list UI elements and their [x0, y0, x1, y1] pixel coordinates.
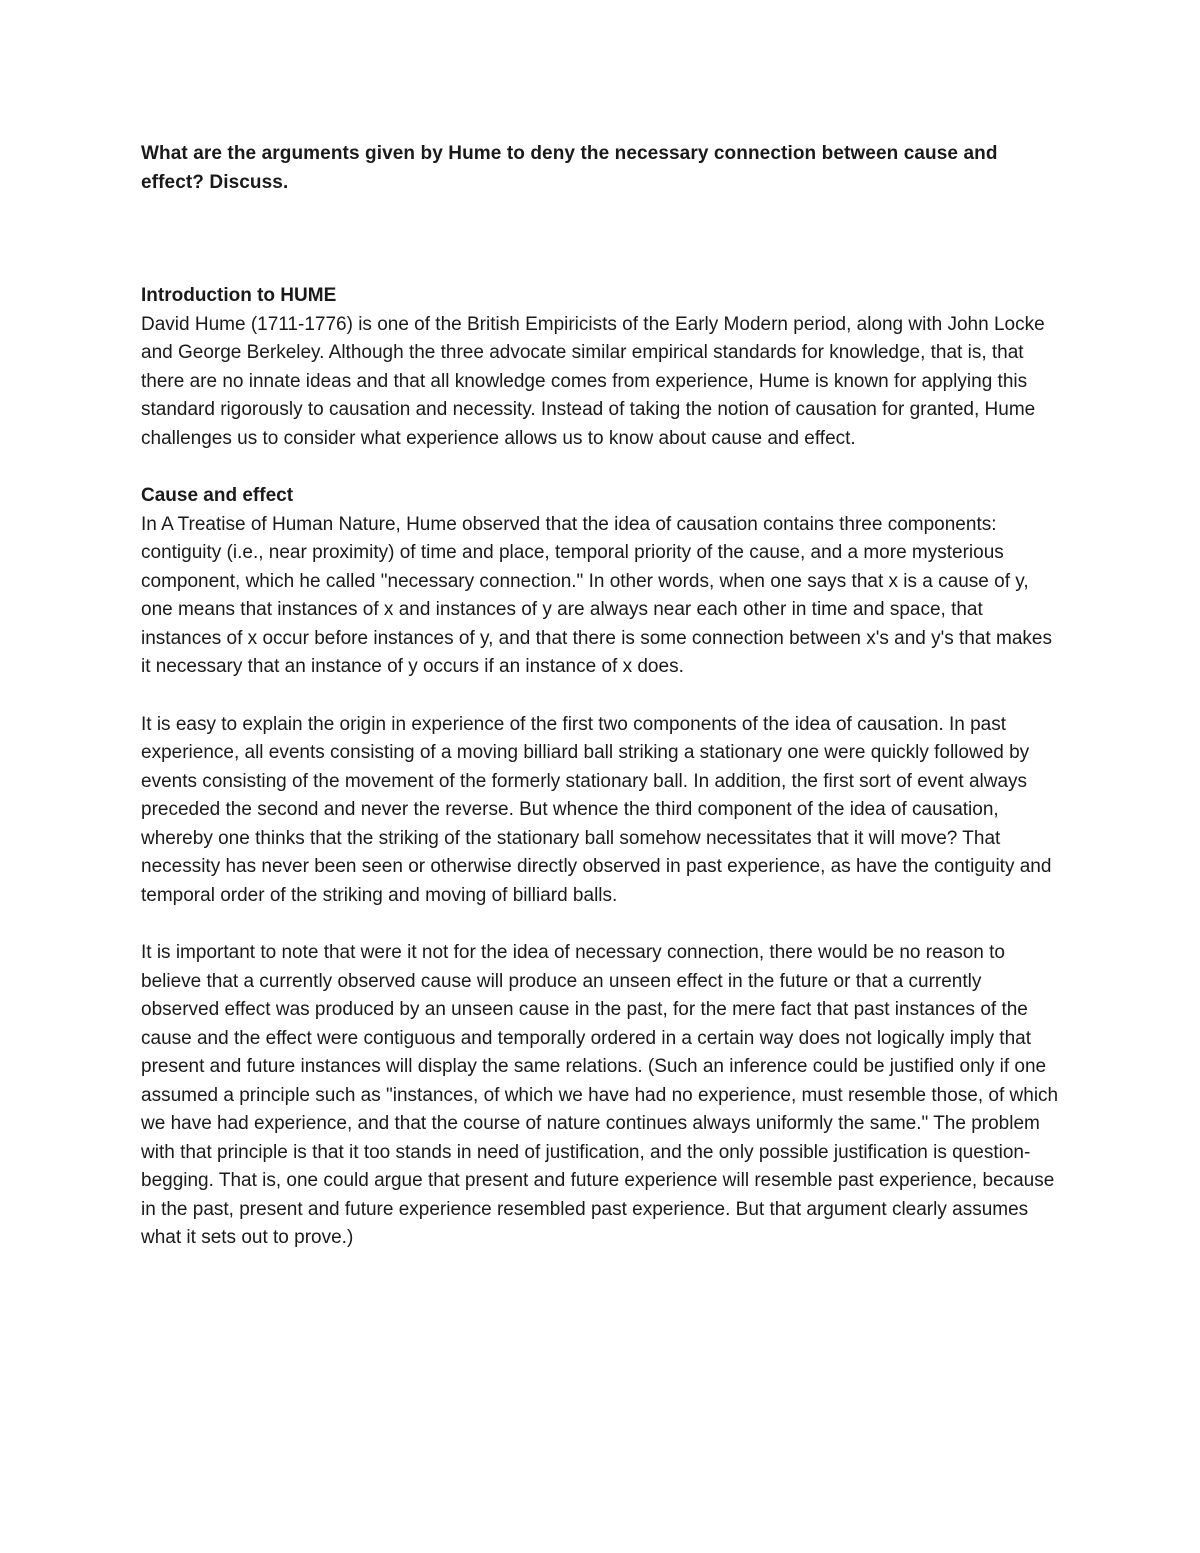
- paragraph-necessary-connection-importance: It is important to note that were it not for the idea of necessary connection, there would be no reason to believe that a currently observed cause will produce an unseen effect in the future or that a currently observed effect was produced by an unseen cause in the past, for the mere fact that past instances of the cause and the effect were contiguous and temporally ordered in a certain way does not logically imply that present and future instances will display the same relations. (Such an inference could be justified only if one assumed a principle such as "instances, of which we have had no experience, must resemble those, of which we have had experience, and that the course of nature continues always uniformly the same." The problem with that principle is that it too stands in need of justification, and the only possible justification is question-begging. That is, one could argue that present and future experience will resemble past experience, because in the past, present and future experience resembled past experience. But that argument clearly assumes what it sets out to prove.): [141, 942, 1059, 1248]
- document-body: [141, 140, 1061, 1253]
- paragraph-introduction: David Hume (1711-1776) is one of the British Empiricists of the Early Modern period, along with John Locke and George Berkeley. Although the three advocate similar empirical standards for knowledge, that is, that there are no innate ideas and that all knowledge comes from experience, Hume is known for applying this standard rigorously to causation and necessity. Instead of taking the notion of causation for granted, Hume challenges us to consider what experience allows us to know about cause and effect.: [141, 313, 1045, 449]
- document-title: What are the arguments given by Hume to deny the necessary connection between cause and effect? Discuss.: [141, 143, 998, 193]
- paragraph-billiard-ball-example: It is easy to explain the origin in experience of the first two components of the idea of causation. In past experience, all events consisting of a moving billiard ball striking a stationary one were quickly followed by events consisting of the movement of the formerly stationary ball. In addition, the first sort of event always preceded the second and never the reverse. But whence the third component of the idea of causation, whereby one thinks that the striking of the stationary ball somehow necessitates that it will move? That necessity has never been seen or otherwise directly observed in past experience, as have the contiguity and temporal order of the striking and moving of billiard balls.: [141, 713, 1052, 906]
- section-heading-cause-and-effect: Cause and effect: [141, 485, 294, 506]
- paragraph-causation-components: In A Treatise of Human Nature, Hume observed that the idea of causation contains three components: contiguity (i.e., near proximity) of time and place, temporal priority of the cause, and a more mysterious component, which he called "necessary connection." In other words, when one says that x is a cause of y, one means that instances of x and instances of y are always near each other in time and space, that instances of x occur before instances of y, and that there is some connection between x's and y's that makes it necessary that an instance of y occurs if an instance of x does.: [141, 513, 1052, 677]
- section-heading-introduction: Introduction to HUME: [141, 285, 337, 306]
